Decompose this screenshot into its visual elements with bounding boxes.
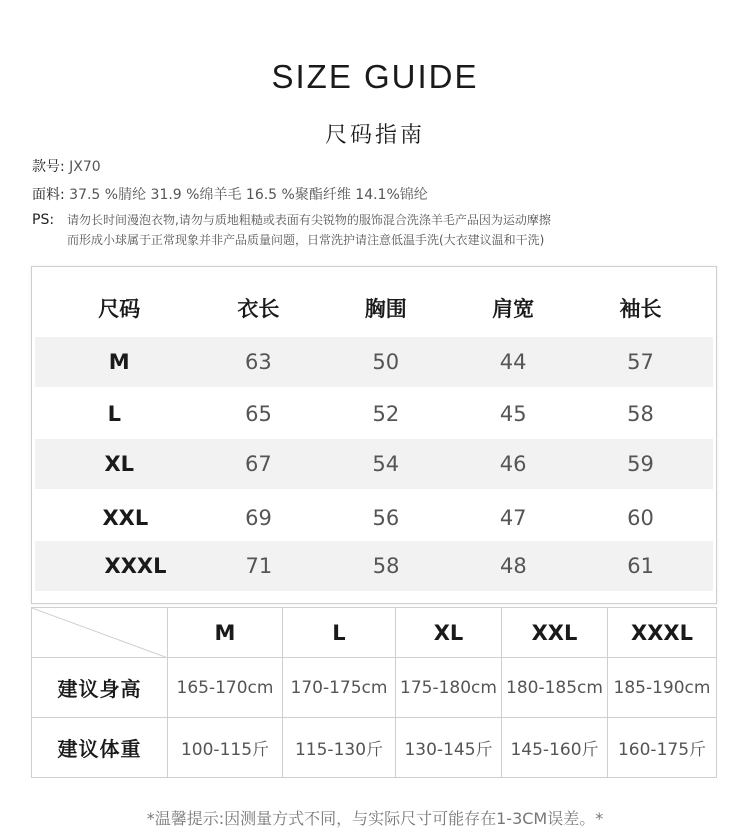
rec-header-size: XL — [433, 620, 464, 645]
page-title: SIZE GUIDE — [271, 58, 479, 95]
header-length: 衣长 — [237, 297, 280, 321]
height-value: 170-175cm — [290, 677, 388, 698]
rec-header-size: XXL — [531, 620, 578, 645]
measurement-disclaimer: *温馨提示:因测量方式不同，与实际尺寸可能存在1-3CM误差。* — [146, 809, 604, 828]
header-chest: 胸围 — [364, 297, 407, 321]
row-length: 65 — [245, 402, 272, 426]
row-chest: 52 — [372, 402, 400, 426]
row-shoulder: 45 — [499, 402, 527, 426]
row-length: 63 — [245, 350, 272, 374]
weight-value: 160-175斤 — [617, 740, 707, 760]
height-value: 165-170cm — [176, 677, 274, 698]
table-row — [35, 389, 713, 439]
row-chest: 50 — [372, 350, 400, 374]
row-length: 69 — [245, 506, 272, 530]
rec-header-size: L — [332, 620, 346, 645]
weight-label: 建议体重 — [57, 737, 142, 761]
diagonal-corner-line — [32, 608, 168, 658]
fabric-label: 面料: — [32, 187, 65, 203]
table-row — [35, 439, 713, 489]
row-chest: 58 — [372, 554, 400, 578]
row-size: XXXL — [104, 554, 167, 578]
row-length: 71 — [245, 554, 273, 578]
fabric-value: 37.5 %腈纶 31.9 %绵羊毛 16.5 %聚酯纤维 14.1%锦纶 — [64, 187, 428, 203]
row-shoulder: 47 — [499, 506, 527, 530]
row-sleeve: 59 — [627, 452, 654, 476]
style-number — [32, 156, 101, 176]
style-number-label: 款号: — [32, 159, 65, 175]
care-note — [32, 210, 551, 250]
header-shoulder: 肩宽 — [492, 297, 535, 321]
weight-value: 145-160斤 — [510, 740, 599, 760]
height-value: 175-180cm — [400, 677, 497, 698]
size-table-header — [35, 283, 713, 333]
care-note-line-1: 请勿长时间漫泡衣物,请勿与质地粗糙或表面有尖锐物的服饰混合洗涤羊毛产品因为运动摩擦 — [67, 213, 551, 227]
row-sleeve: 61 — [627, 554, 654, 578]
row-sleeve: 58 — [627, 402, 654, 426]
row-size: M — [108, 350, 130, 374]
row-size: XXL — [102, 506, 149, 530]
height-value: 185-190cm — [613, 677, 711, 698]
fabric-info — [32, 184, 428, 204]
rec-header-size: XXXL — [631, 620, 693, 645]
page-subtitle: 尺码指南 — [324, 123, 425, 148]
row-shoulder: 44 — [499, 350, 527, 374]
weight-value: 115-130斤 — [294, 740, 384, 760]
row-size: L — [107, 402, 122, 426]
style-number-value: JX70 — [64, 159, 101, 175]
row-chest: 54 — [372, 452, 400, 476]
row-size: XL — [104, 452, 135, 476]
header-sleeve: 袖长 — [619, 297, 662, 321]
size-table — [31, 266, 717, 604]
care-note-label: PS: — [32, 212, 55, 228]
height-value: 180-185cm — [506, 677, 603, 698]
row-shoulder: 46 — [499, 452, 527, 476]
table-row — [35, 493, 713, 543]
row-length: 67 — [245, 452, 272, 476]
weight-value: 130-145斤 — [404, 740, 493, 760]
row-chest: 56 — [372, 506, 400, 530]
header-size: 尺码 — [98, 297, 141, 321]
height-label: 建议身高 — [57, 677, 142, 701]
table-row — [35, 541, 713, 591]
row-shoulder: 48 — [499, 554, 527, 578]
recommendation-table — [31, 607, 717, 778]
row-sleeve: 57 — [627, 350, 654, 374]
care-note-line-2: 而形成小球属于正常现象并非产品质量问题，日常洗护请注意低温手洗(大衣建议温和干洗) — [67, 233, 545, 247]
row-sleeve: 60 — [627, 506, 654, 530]
table-row — [35, 337, 713, 387]
rec-header-size: M — [214, 620, 236, 645]
weight-value: 100-115斤 — [180, 740, 270, 760]
